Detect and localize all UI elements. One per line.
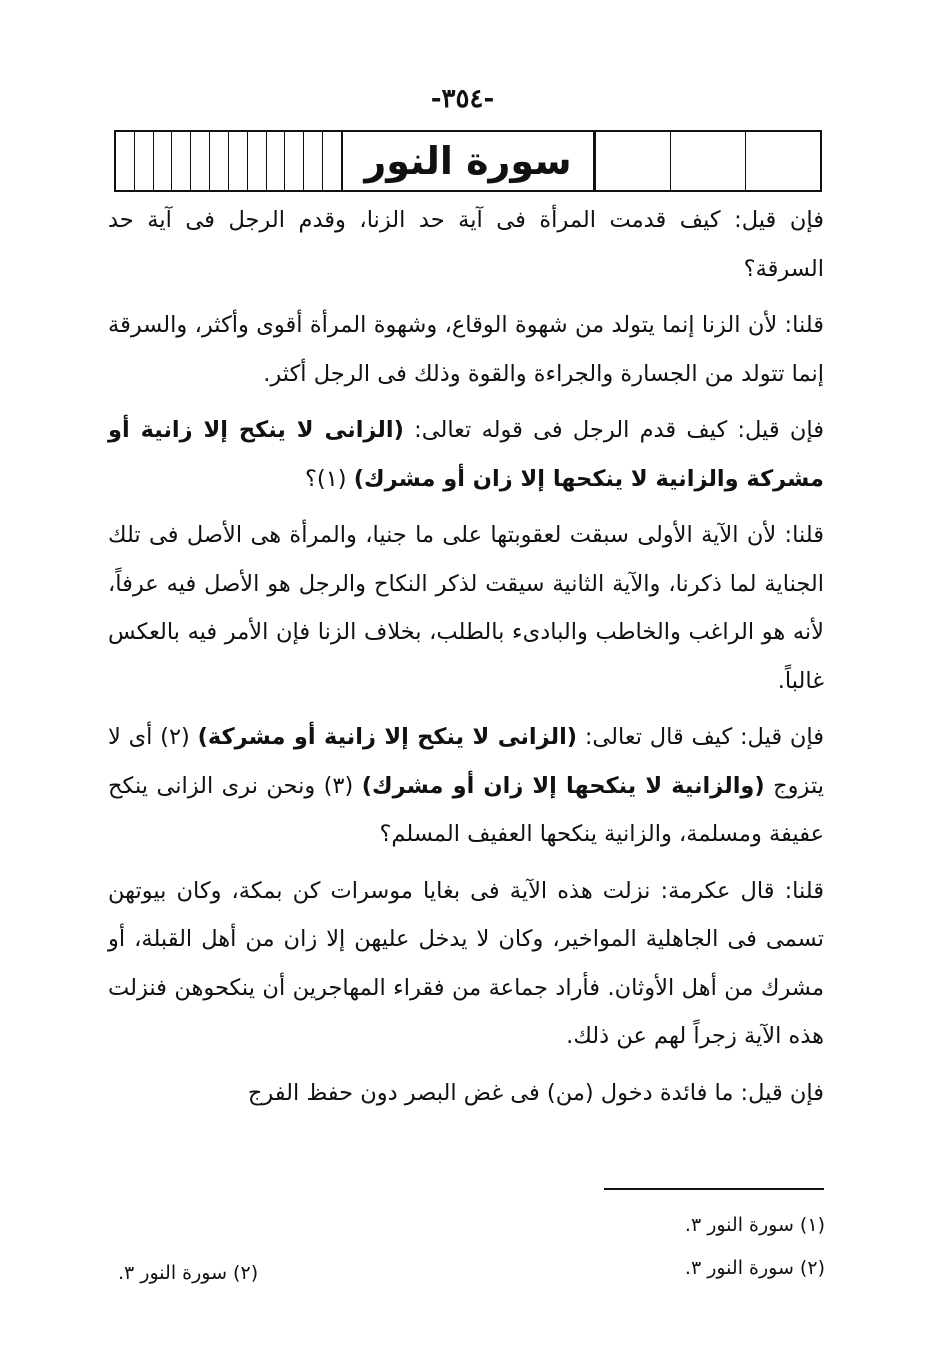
ornament-bar: [229, 132, 248, 190]
paragraph: [108, 406, 824, 503]
banner-ornament-right: [595, 132, 820, 190]
quran-verse: (الزانى لا ينكح إلا زانية أو مشركة والزانية لا ينكحها إلا زان أو مشرك): [108, 417, 824, 492]
ornament-bar: [323, 132, 341, 190]
paragraph: [108, 1069, 824, 1118]
ornament-bar: [116, 132, 135, 190]
paragraph-text: فإن قيل: ما فائدة دخول (من) فى غض البصر دون حفظ الفرج: [247, 1079, 824, 1106]
ornament-bar: [135, 132, 154, 190]
paragraph-text: فإن قيل: كيف قدمت المرأة فى آية حد الزنا، وقدم الرجل فى آية حد السرقة؟: [108, 207, 824, 282]
paragraph-text: (٢) أى لا يتزوج: [108, 724, 824, 799]
surah-title-banner: [114, 130, 822, 192]
ornament-bar: [304, 132, 323, 190]
footnote-3: (٢) سورة النور ٣.: [118, 1262, 259, 1284]
paragraph-text: (٣) ونحن نرى الزانى ينكح عفيفة ومسلمة، والزانية ينكحها العفيف المسلم؟: [108, 772, 824, 847]
paragraph: [108, 867, 824, 1061]
quran-verse: (والزانية لا ينكحها إلا زان أو مشرك): [361, 772, 765, 799]
ornament-bar: [210, 132, 229, 190]
banner-ornament-left: [116, 132, 341, 190]
paragraph-text: فإن قيل: كيف قال تعالى:: [584, 724, 825, 750]
footnote-separator: [604, 1188, 824, 1190]
paragraph: [108, 511, 824, 705]
ornament-bar: [267, 132, 286, 190]
ornament-bar: [746, 132, 820, 190]
main-text: [108, 196, 824, 1125]
ornament-bar: [671, 132, 746, 190]
paragraph-text: فإن قيل: كيف قدم الرجل فى قوله تعالى:: [414, 417, 824, 443]
footnote-reference: (١)؟: [304, 465, 347, 492]
surah-title: سورة النور: [341, 132, 595, 190]
ornament-bar: [191, 132, 210, 190]
footnote-2: (٢) سورة النور ٣.: [684, 1257, 825, 1279]
paragraph: [108, 301, 824, 398]
footnote-1: (١) سورة النور ٣.: [684, 1214, 825, 1236]
ornament-bar: [172, 132, 191, 190]
ornament-bar: [154, 132, 173, 190]
paragraph-text: قلنا: لأن الآية الأولى سبقت لعقوبتها على ما جنيا، والمرأة هى الأصل فى تلك الجناية لما ذكرنا، والآية الثانية سيقت لذكر النكاح والرجل هو الأصل فيه عرفاً، لأنه هو الراغب والخاطب والبادىء بالطلب، بخلاف الزنا فإن الأمر فيه بالعكس غالباً.: [108, 522, 824, 694]
paragraph-text: قلنا: لأن الزنا إنما يتولد من شهوة الوقاع، وشهوة المرأة أقوى وأكثر، والسرقة إنما تتولد من الجسارة والجراءة والقوة وذلك فى الرجل أكثر.: [108, 312, 824, 387]
ornament-bar: [285, 132, 304, 190]
ornament-bar: [248, 132, 267, 190]
paragraph-text: قلنا: قال عكرمة: نزلت هذه الآية فى بغايا موسرات كن بمكة، وكان بيوتهن تسمى فى الجاهلية المواخير، وكان لا يدخل عليهن إلا زان من أهل القبلة، أو مشرك من أهل الأوثان. فأراد جماعة من فقراء المهاجرين أن ينكحوهن فنزلت هذه الآية زجراً لهم عن ذلك.: [108, 877, 824, 1049]
quran-verse: (الزانى لا ينكح إلا زانية أو مشركة): [197, 724, 578, 750]
paragraph: [108, 713, 824, 859]
page-number: -٣٥٤-: [430, 84, 495, 114]
ornament-bar: [595, 132, 671, 190]
paragraph: [108, 196, 824, 293]
